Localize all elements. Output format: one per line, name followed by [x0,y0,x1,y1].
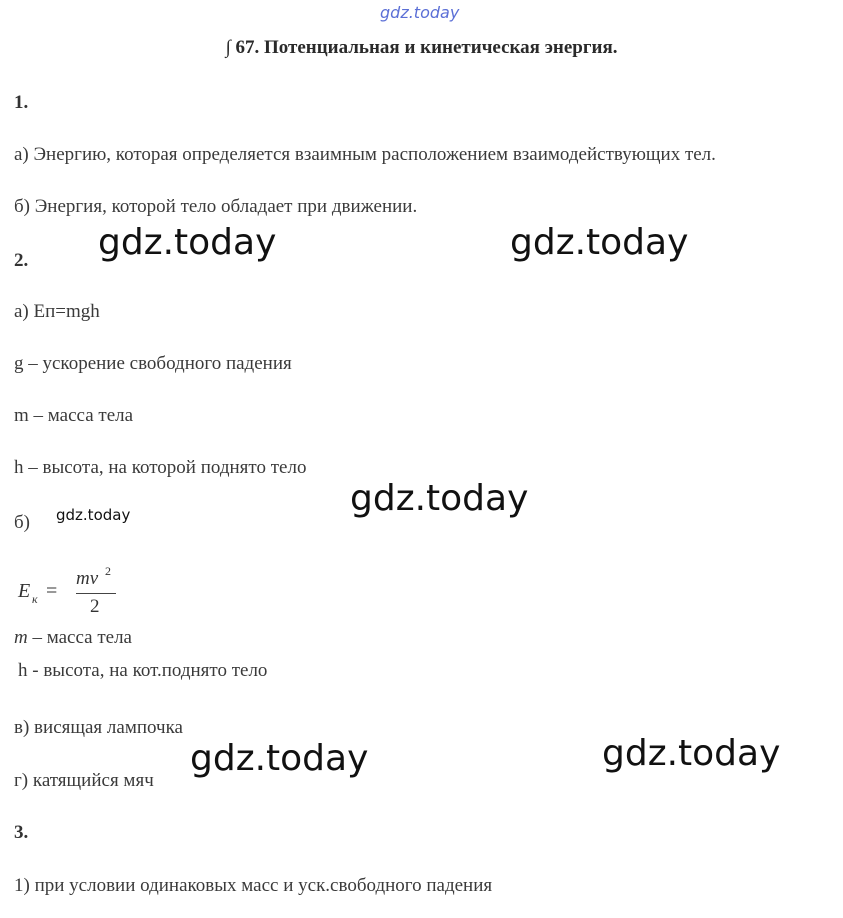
m-symbol: m [14,627,28,648]
answer-1b: б) Энергия, которой тело обладает при движении. [14,196,418,217]
formula-numerator: mv [76,568,99,589]
answer-2-m-definition: m – масса тела [14,405,134,426]
kinetic-energy-formula [14,564,124,628]
formula-lhs: E [18,580,31,602]
watermark-top: gdz.today [380,3,460,22]
question-2-number: 2. [14,250,29,271]
watermark-4: gdz.today [190,738,369,779]
watermark-2: gdz.today [510,222,689,263]
formula-equals: = [46,580,58,602]
answer-1a: а) Энергию, которая определяется взаимным расположением взаимодействующих тел. [14,144,716,165]
watermark-1: gdz.today [98,222,277,263]
formula-lhs-subscript: к [32,592,38,606]
answer-3-1: 1) при условии одинаковых масс и уск.свободного падения [14,875,493,896]
formula-numerator-superscript: 2 [105,564,111,578]
watermark-5: gdz.today [602,733,781,774]
watermark-3: gdz.today [350,478,529,519]
answer-2b: б) [14,512,30,533]
answer-2-h-definition: h – высота, на которой поднято тело [14,457,307,478]
answer-2-m2-definition [14,627,132,649]
question-3-number: 3. [14,822,29,843]
page-title: ∫ 67. Потенциальная и кинетическая энергия. [225,37,618,58]
formula-denominator: 2 [90,596,100,617]
answer-2g: г) катящийся мяч [14,770,154,791]
watermark-small: gdz.today [56,506,131,524]
answer-2-h2-definition: h - высота, на кот.поднято тело [18,660,268,681]
formula-fraction-bar [76,593,116,594]
question-1-number: 1. [14,92,29,113]
answer-2a: а) Еп=mgh [14,301,100,322]
m-definition-text: – масса тела [32,627,132,648]
answer-2v: в) висящая лампочка [14,717,183,738]
answer-2-g-definition: g – ускорение свободного падения [14,353,292,374]
